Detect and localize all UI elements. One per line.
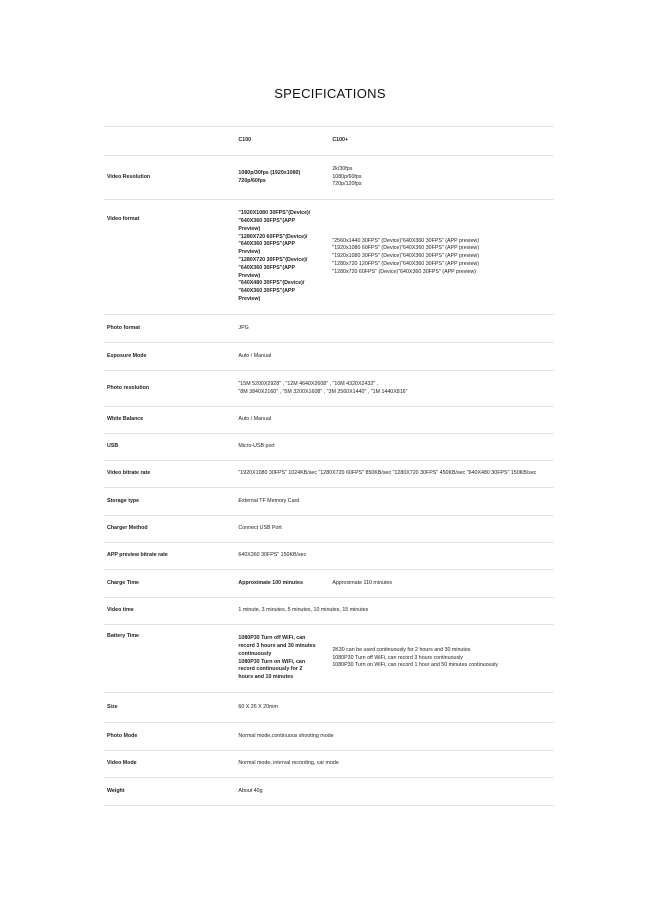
spec-line: Preview) xyxy=(238,225,261,232)
spec-value-c100 xyxy=(238,200,332,315)
spec-label: Video Resolution xyxy=(104,156,238,200)
spec-row-photo-format xyxy=(104,315,554,343)
spec-line: 2k/30fps xyxy=(332,165,353,172)
spec-label: Storage type xyxy=(104,488,238,516)
spec-value-c100-plus: Approximate 110 minutes xyxy=(332,570,554,598)
spec-label: Photo Mode xyxy=(104,723,238,751)
spec-label: Video bitrate rate xyxy=(104,461,238,488)
spec-line: 720p/60fps xyxy=(238,177,266,184)
spec-value-c100: Approximate 100 minutes xyxy=(238,570,332,598)
spec-line: record continuously for 2 xyxy=(238,666,303,673)
spec-value: 1 minute, 3 minutes, 5 minutes, 10 minutes, 15 minutes xyxy=(238,598,554,625)
spec-row-photo-mode xyxy=(104,723,554,751)
spec-value: Normal mode,continuous shooting mode xyxy=(238,723,554,751)
spec-line: "1280x720 120FPS" (Device)"640X360 30FPS" (APP preview) xyxy=(332,260,480,267)
spec-line: "1280X720 30FPS"(Device)/ xyxy=(238,257,308,263)
spec-row-charger-method xyxy=(104,516,554,543)
spec-value-c100 xyxy=(238,156,332,200)
spec-label: USB xyxy=(104,434,238,461)
spec-row-video-format xyxy=(104,200,554,315)
spec-line: "2560x1440 30FPS" (Device)"640X360 30FPS" (APP preview) xyxy=(332,237,480,244)
spec-line: "1280x720 60FPS" (Device)"640X360 30FPS" (APP preview) xyxy=(332,268,477,275)
spec-row-usb xyxy=(104,434,554,461)
spec-line: 1080P30 Turn off WiFi, can xyxy=(238,635,306,642)
spec-label: APP preview bitrate rate xyxy=(104,543,238,570)
column-header-c100: C100 xyxy=(238,127,332,156)
spec-value: Micro-USB port xyxy=(238,434,554,461)
spec-label: Exposure Mode xyxy=(104,343,238,371)
spec-line: 1080p/60fps xyxy=(332,173,362,180)
specifications-table xyxy=(104,126,554,806)
spec-value-c100-plus xyxy=(332,625,554,693)
spec-line: "1920X1080 30FPS"(Device)/ xyxy=(238,210,311,217)
spec-line: "640X360 30FPS"(APP xyxy=(238,218,295,225)
spec-row-charge-time xyxy=(104,570,554,598)
spec-line: "640X480 30FPS"(Device)/ xyxy=(238,280,305,287)
spec-line: 1080p/30fps (1920x1080) xyxy=(238,169,301,176)
spec-line: record 3 hours and 30 minutes xyxy=(238,642,316,649)
spec-line: hours and 10 minutes xyxy=(238,674,294,681)
spec-value: Normal mode, interval recording, car mode xyxy=(238,751,554,778)
spec-row-weight xyxy=(104,778,554,806)
header-empty-cell xyxy=(104,127,238,156)
spec-value: JPG xyxy=(238,315,554,343)
spec-line: "1920x1080 30FPS" (Device)"640X360 30FPS" (APP preview) xyxy=(332,253,480,260)
spec-line: "640X360 30FPS"(APP xyxy=(238,288,295,295)
spec-line: continuously xyxy=(238,650,272,657)
spec-line: "8M 3840X2160" , "5M 3200X1608" , "3M 2560X1440" , "1M 1440X816" xyxy=(238,388,408,395)
spec-row-exposure-mode xyxy=(104,343,554,371)
spec-label: White Balance xyxy=(104,407,238,434)
spec-line: 2K30 can be used continuously for 2 hours and 30 minutes xyxy=(332,646,471,653)
spec-value: About 40g xyxy=(238,778,554,806)
spec-line: Preview) xyxy=(238,272,261,279)
spec-value: Connect USB Port xyxy=(238,516,554,543)
spec-row-video-resolution xyxy=(104,156,554,200)
spec-label: Battery Time xyxy=(104,625,238,693)
spec-value-c100-plus xyxy=(332,156,554,200)
spec-line: 720p/120fps xyxy=(332,181,362,188)
spec-value-c100-plus xyxy=(332,200,554,315)
spec-row-storage-type xyxy=(104,488,554,516)
page-title: SPECIFICATIONS xyxy=(274,86,386,101)
spec-line: Preview) xyxy=(238,295,261,302)
spec-value: 60 X 26 X 20mm xyxy=(238,693,554,723)
spec-label: Video time xyxy=(104,598,238,625)
spec-label: Photo resolution xyxy=(104,371,238,407)
spec-value xyxy=(238,371,554,407)
spec-value: Auto / Manual xyxy=(238,407,554,434)
spec-row-app-preview-bitrate-rate xyxy=(104,543,554,570)
table-header-row xyxy=(104,127,554,156)
spec-row-battery-time xyxy=(104,625,554,693)
spec-value-c100 xyxy=(238,625,332,693)
spec-value: Auto / Manual xyxy=(238,343,554,371)
spec-label: Weight xyxy=(104,778,238,806)
spec-line: "15M 5200X2928" , "12M 4640X2608" , "10M 4320X2432" , xyxy=(238,380,379,387)
spec-label: Size xyxy=(104,693,238,723)
spec-label: Photo format xyxy=(104,315,238,343)
spec-line: "1920x1080 60FPS" (Device)"640X360 30FPS" (APP preview) xyxy=(332,245,480,252)
spec-row-video-time xyxy=(104,598,554,625)
column-header-c100-plus: C100+ xyxy=(332,127,554,156)
spec-line: "640X360 30FPS"(APP xyxy=(238,241,295,248)
spec-label: Charge Time xyxy=(104,570,238,598)
spec-line: "640X360 30FPS"(APP xyxy=(238,264,295,271)
spec-row-video-bitrate-rate xyxy=(104,461,554,488)
spec-label: Video Mode xyxy=(104,751,238,778)
spec-value: "1920X1080 30FPS" 1024KB/sec "1280X720 60FPS" 850KB/sec "1280X720 30FPS" 450KB/sec "640X480 30FPS" 150KB/sec xyxy=(238,461,554,488)
spec-row-photo-resolution xyxy=(104,371,554,407)
spec-label: Charger Method xyxy=(104,516,238,543)
spec-line: 1080P30 Turn off WiFi, can record 3 hours continuously xyxy=(332,654,463,661)
spec-line: "1280X720 60FPS"(Device)/ xyxy=(238,233,308,240)
spec-value: 640X360 30FPS" 150KB/sec xyxy=(238,543,554,570)
spec-line: Preview) xyxy=(238,249,261,256)
spec-value: External TF Memory Card xyxy=(238,488,554,516)
spec-row-size xyxy=(104,693,554,723)
spec-line: 1080P30 Turn on WiFi, can xyxy=(238,658,306,665)
spec-line: 1080P30 Turn on WiFi, can record 1 hour and 50 minutes continuously xyxy=(332,662,499,669)
spec-row-video-mode xyxy=(104,751,554,778)
spec-row-white-balance xyxy=(104,407,554,434)
spec-label: Video format xyxy=(104,200,238,315)
